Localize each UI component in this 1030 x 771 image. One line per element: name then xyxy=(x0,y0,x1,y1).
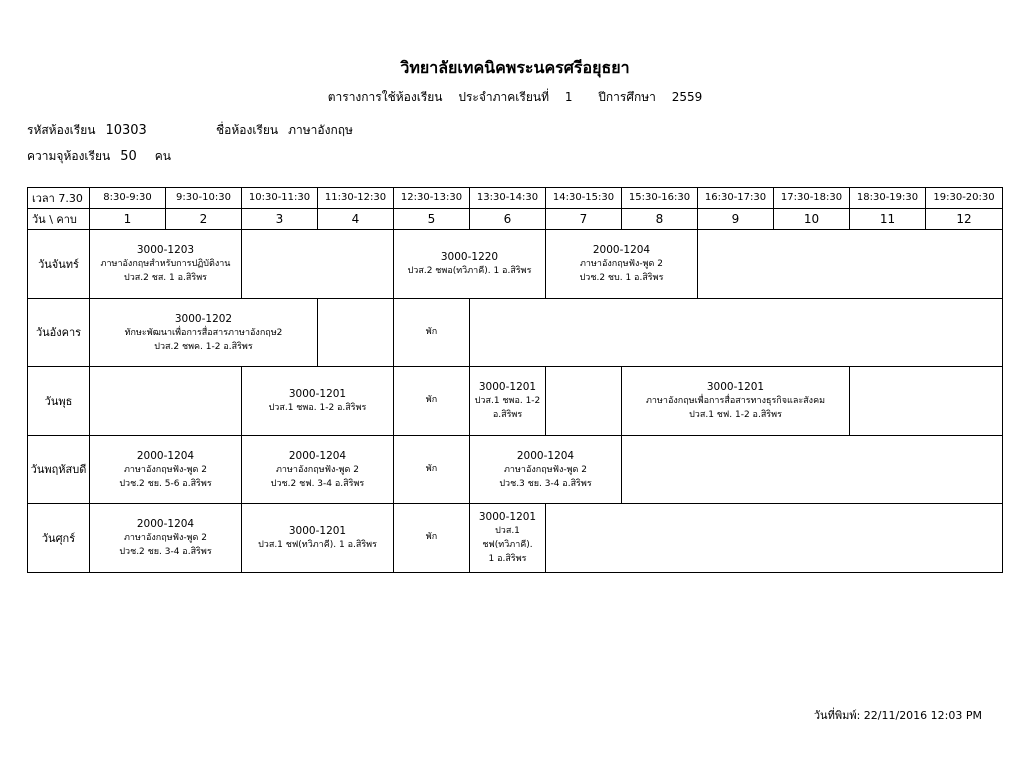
course-code: 3000-1201 xyxy=(706,381,765,394)
class-session xyxy=(90,298,318,367)
print-date-label: วันที่พิมพ์: xyxy=(813,709,861,722)
empty-slot xyxy=(318,298,394,367)
period-number: 7 xyxy=(546,209,622,230)
session-detail: ปวส.1 ชฟ(ทวิภาคี). 1 อ.สิริพร xyxy=(258,540,377,551)
time-slot: 17:30-18:30 xyxy=(774,188,850,209)
session-detail: ภาษาอังกฤษฟัง-พูด 2 xyxy=(276,464,359,475)
period-header-cell: วัน \ คาบ xyxy=(28,209,90,230)
course-code: 3000-1202 xyxy=(174,312,233,325)
session-detail: ปวช.2 ชย. 3-4 อ.สิริพร xyxy=(119,547,212,558)
session-detail: ปวช.3 ชย. 3-4 อ.สิริพร xyxy=(499,478,592,489)
class-session xyxy=(394,230,546,299)
time-slot: 12:30-13:30 xyxy=(394,188,470,209)
time-slot: 13:30-14:30 xyxy=(470,188,546,209)
empty-slot xyxy=(622,435,1003,504)
session-detail: ภาษาอังกฤษฟัง-พูด 2 xyxy=(124,464,207,475)
session-detail: ปวส.2 ชส. 1 อ.สิริพร xyxy=(124,273,207,284)
class-session xyxy=(242,435,394,504)
time-slot: 9:30-10:30 xyxy=(166,188,242,209)
period-number: 9 xyxy=(698,209,774,230)
day-row xyxy=(28,298,1003,367)
session-detail: ปวส.2 ชพอ(ทวิภาคี). 1 อ.สิริพร xyxy=(407,266,532,277)
class-session xyxy=(470,504,546,573)
session-detail: ปวส.1 ชฟ. 1-2 อ.สิริพร xyxy=(689,410,782,421)
year-label: ปีการศึกษา xyxy=(598,90,656,104)
session-detail: ปวช.2 ชบ. 1 อ.สิริพร xyxy=(579,273,664,284)
break-cell: พัก xyxy=(394,298,470,367)
room-code-info xyxy=(27,121,147,140)
session-detail: ปวส.1 ชพอ. 1-2 อ.สิริพร xyxy=(268,403,367,414)
empty-slot xyxy=(242,230,394,299)
semester-label: ประจำภาคเรียนที่ xyxy=(458,90,549,104)
period-number: 10 xyxy=(774,209,850,230)
room-code-value: 10303 xyxy=(105,123,147,138)
day-label: วันพฤหัสบดี xyxy=(28,435,90,504)
class-session xyxy=(470,367,546,436)
page-title: วิทยาลัยเทคนิคพระนครศรีอยุธยา xyxy=(400,58,630,77)
period-number: 5 xyxy=(394,209,470,230)
subtitle-prefix: ตารางการใช้ห้องเรียน xyxy=(327,90,443,104)
class-session xyxy=(90,230,242,299)
break-cell: พัก xyxy=(394,504,470,573)
day-row xyxy=(28,230,1003,299)
course-code: 2000-1204 xyxy=(136,449,195,462)
empty-slot xyxy=(90,367,242,436)
time-slot: 8:30-9:30 xyxy=(90,188,166,209)
session-detail: ภาษาอังกฤษสำหรับการปฏิบัติงาน xyxy=(100,259,231,270)
day-row xyxy=(28,367,1003,436)
session-detail: ปวช.2 ชฟ. 3-4 อ.สิริพร xyxy=(270,478,365,489)
period-number: 1 xyxy=(90,209,166,230)
day-row xyxy=(28,435,1003,504)
year-value: 2559 xyxy=(671,90,703,104)
session-detail: ภาษาอังกฤษฟัง-พูด 2 xyxy=(580,259,663,270)
room-name-info xyxy=(216,121,353,140)
break-cell: พัก xyxy=(394,367,470,436)
course-code: 3000-1203 xyxy=(136,244,195,256)
course-code: 2000-1204 xyxy=(516,449,575,462)
session-detail: ปวส.1 ชฟ(ทวิภาคี). xyxy=(482,526,533,551)
time-header-row xyxy=(28,188,1003,209)
session-detail: ปวช.2 ชย. 5-6 อ.สิริพร xyxy=(119,478,212,489)
period-number: 4 xyxy=(318,209,394,230)
time-slot: 19:30-20:30 xyxy=(926,188,1003,209)
class-session xyxy=(90,435,242,504)
period-number: 2 xyxy=(166,209,242,230)
class-session xyxy=(470,435,622,504)
room-name-value: ภาษาอังกฤษ xyxy=(288,123,353,137)
room-capacity-unit: คน xyxy=(154,149,171,163)
time-slot: 15:30-16:30 xyxy=(622,188,698,209)
time-slot: 18:30-19:30 xyxy=(850,188,926,209)
schedule-table xyxy=(27,187,1003,573)
period-header-row xyxy=(28,209,1003,230)
time-slot: 16:30-17:30 xyxy=(698,188,774,209)
class-session xyxy=(90,504,242,573)
time-slot: 11:30-12:30 xyxy=(318,188,394,209)
session-detail: 1 อ.สิริพร xyxy=(488,554,527,565)
period-number: 12 xyxy=(926,209,1003,230)
course-code: 3000-1201 xyxy=(288,525,347,538)
empty-slot xyxy=(546,504,1003,573)
day-label: วันศุกร์ xyxy=(28,504,90,573)
day-row xyxy=(28,504,1003,573)
class-session xyxy=(242,367,394,436)
class-session xyxy=(242,504,394,573)
empty-slot xyxy=(546,367,622,436)
session-detail: ปวส.1 ชพอ. 1-2 xyxy=(474,396,541,407)
room-capacity-info xyxy=(27,147,171,166)
session-detail: อ.สิริพร xyxy=(492,410,523,421)
period-number: 6 xyxy=(470,209,546,230)
course-code: 2000-1204 xyxy=(136,518,195,531)
course-code: 2000-1204 xyxy=(592,244,651,256)
day-label: วันพุธ xyxy=(28,367,90,436)
session-detail: ภาษาอังกฤษเพื่อการสื่อสารทางธุรกิจและสังคม xyxy=(645,396,826,407)
class-session xyxy=(622,367,850,436)
time-slot: 10:30-11:30 xyxy=(242,188,318,209)
day-label: วันอังคาร xyxy=(28,298,90,367)
session-detail: ทักษะพัฒนาเพื่อการสื่อสารภาษาอังกฤษ2 xyxy=(124,327,283,338)
course-code: 2000-1204 xyxy=(288,449,347,462)
room-name-label: ชื่อห้องเรียน xyxy=(216,123,279,137)
room-code-label: รหัสห้องเรียน xyxy=(27,123,96,137)
period-number: 8 xyxy=(622,209,698,230)
session-detail: ปวส.2 ชพค. 1-2 อ.สิริพร xyxy=(154,341,253,352)
break-cell: พัก xyxy=(394,435,470,504)
print-date xyxy=(760,706,982,724)
empty-slot xyxy=(698,230,1003,299)
time-header-cell: เวลา 7.30 xyxy=(28,188,90,209)
room-capacity-label: ความจุห้องเรียน xyxy=(27,149,111,163)
course-code: 3000-1220 xyxy=(440,250,499,263)
print-date-value: 22/11/2016 12:03 PM xyxy=(863,709,982,722)
class-session xyxy=(546,230,698,299)
time-slot: 14:30-15:30 xyxy=(546,188,622,209)
day-label: วันจันทร์ xyxy=(28,230,90,299)
room-capacity-value: 50 xyxy=(120,149,137,164)
period-number: 3 xyxy=(242,209,318,230)
semester-value: 1 xyxy=(564,90,573,104)
period-number: 11 xyxy=(850,209,926,230)
page-subtitle xyxy=(0,88,1030,107)
course-code: 3000-1201 xyxy=(478,511,537,524)
session-detail: ภาษาอังกฤษฟัง-พูด 2 xyxy=(504,464,587,475)
course-code: 3000-1201 xyxy=(478,381,537,394)
course-code: 3000-1201 xyxy=(288,388,347,401)
session-detail: ภาษาอังกฤษฟัง-พูด 2 xyxy=(124,533,207,544)
empty-slot xyxy=(470,298,1003,367)
empty-slot xyxy=(850,367,1003,436)
